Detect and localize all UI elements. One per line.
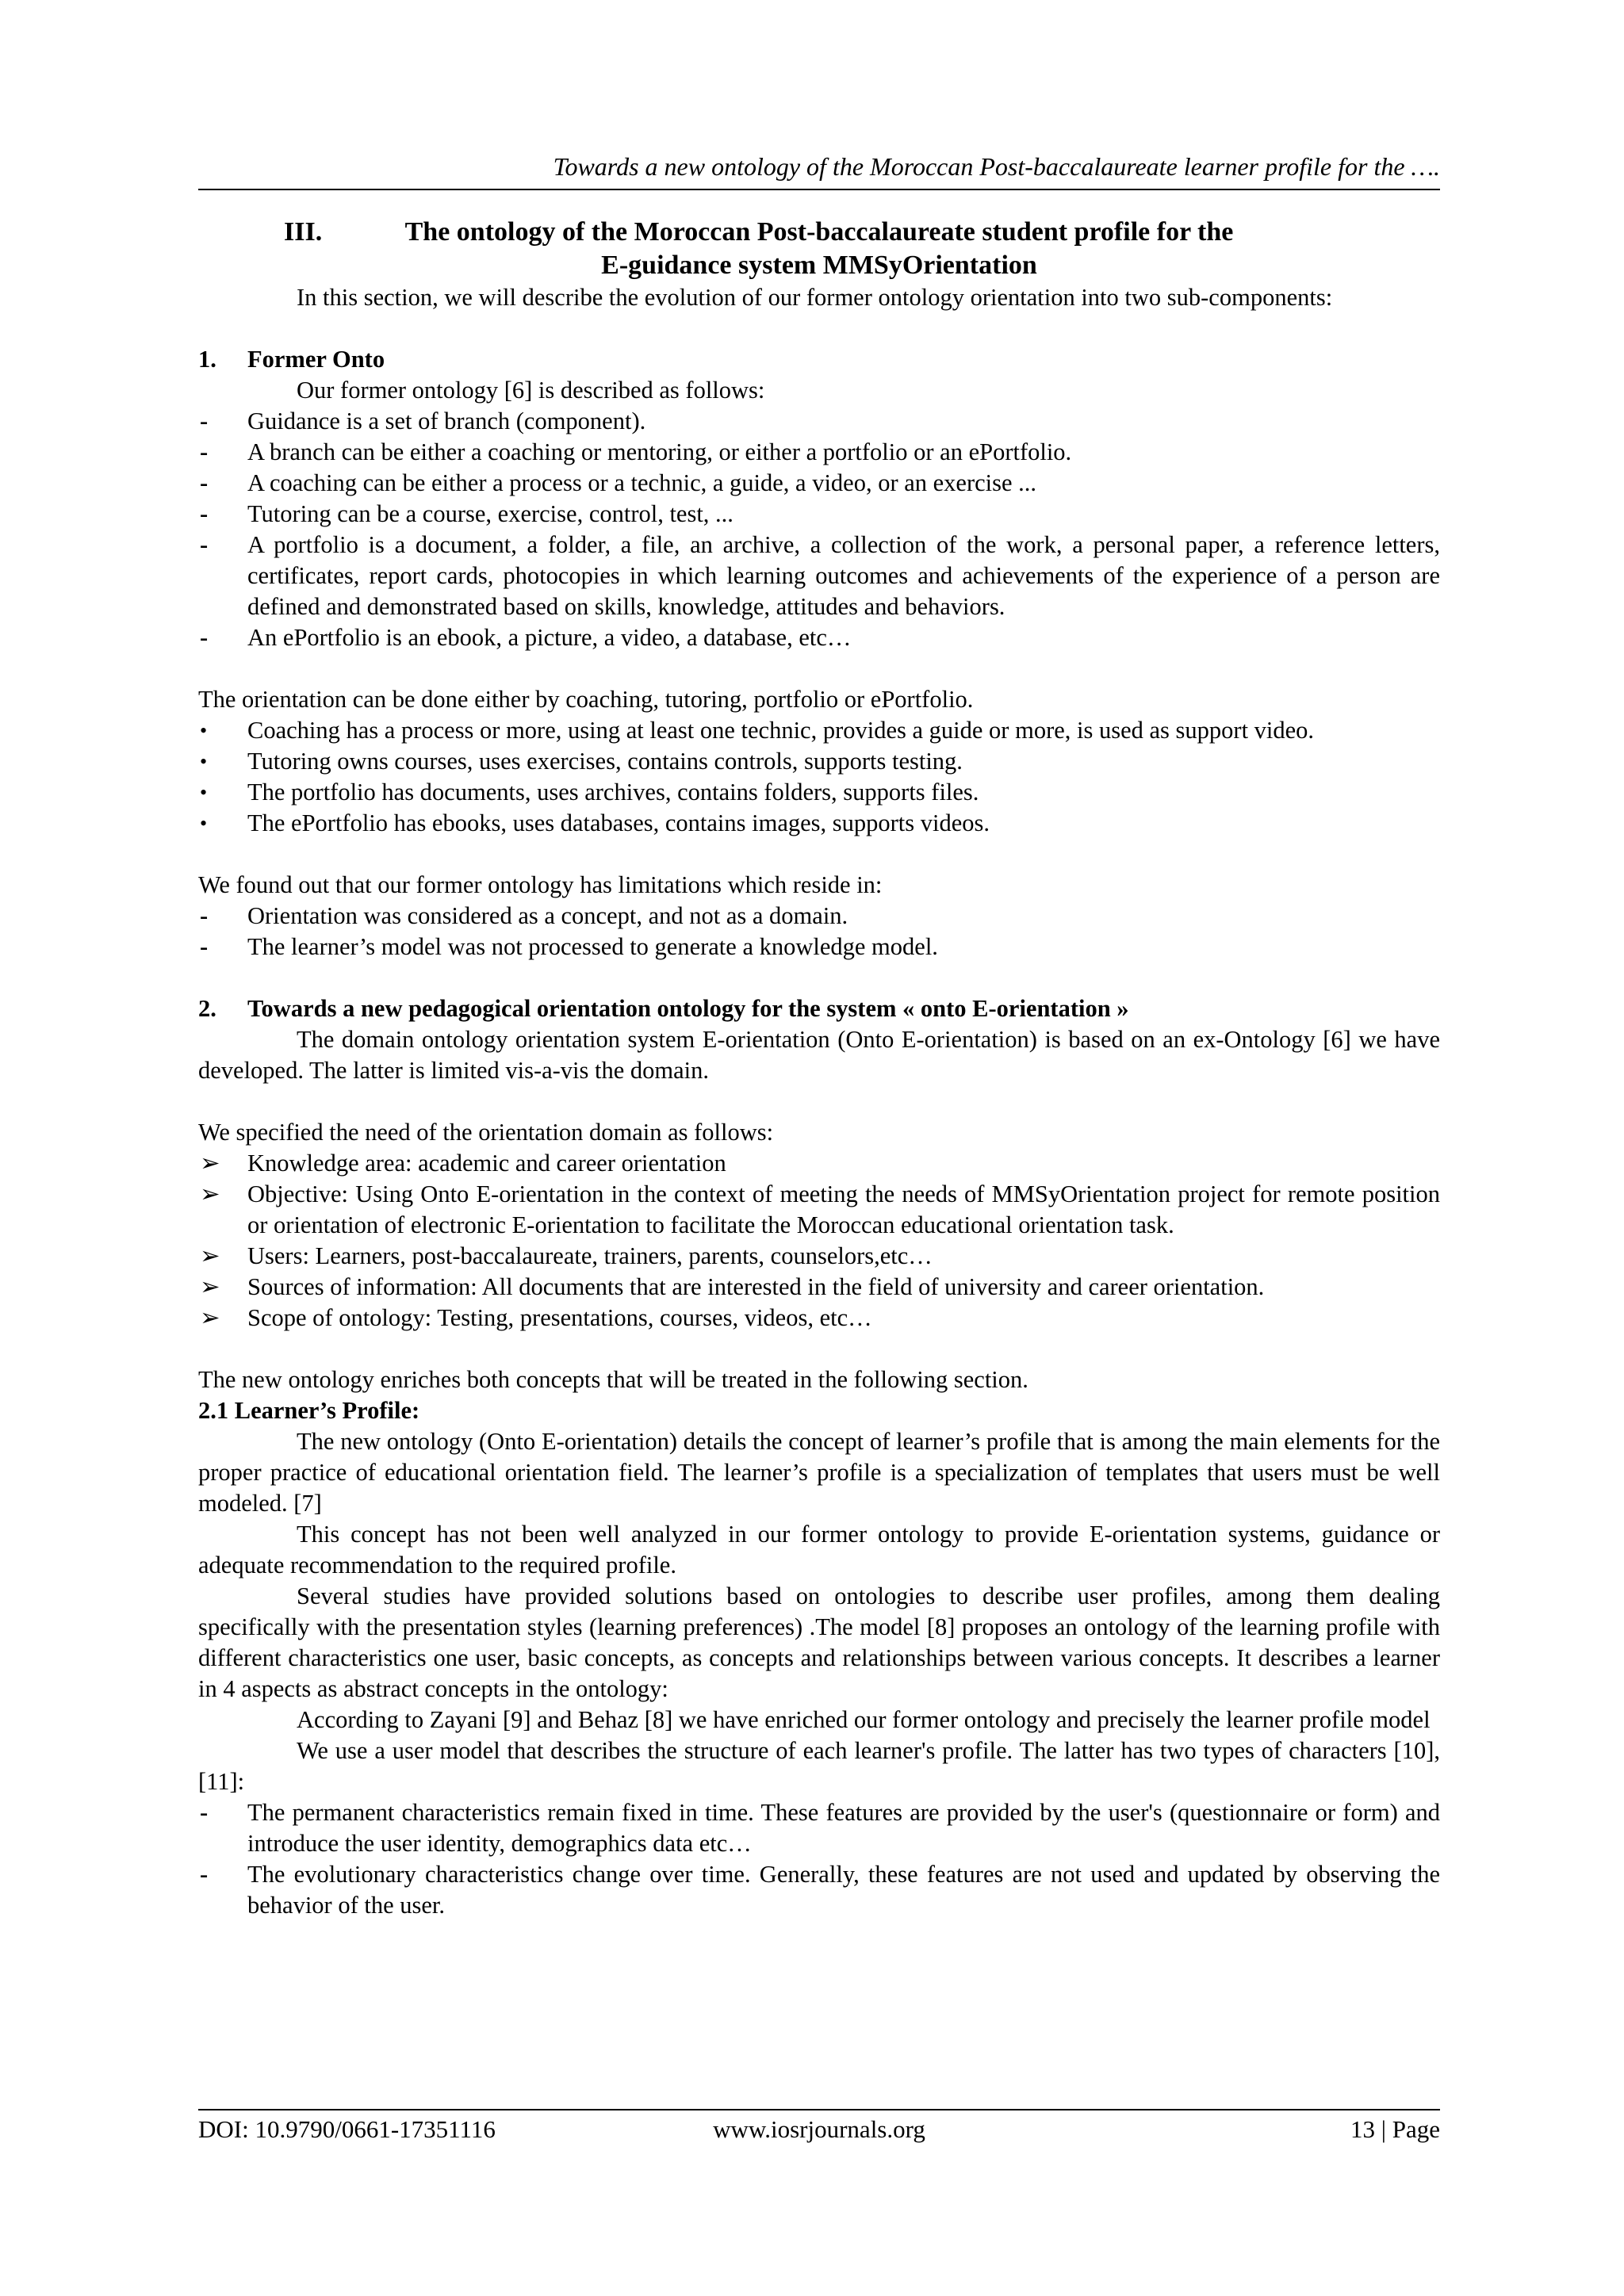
dash-marker: -	[200, 500, 209, 527]
arrow-bullet-icon: ➢	[200, 1181, 220, 1207]
list-item: - A coaching can be either a process or a technic, a guide, a video, or an exercise ...	[198, 468, 1440, 499]
list-item: - The evolutionary characteristics change over time. Generally, these features are not used and updated by observing the behavior of the user.	[200, 1861, 1440, 1919]
running-header: Towards a new ontology of the Moroccan Post-baccalaureate learner profile for the ….	[553, 152, 1440, 181]
arrow-item: ➢ Knowledge area: academic and career orientation	[198, 1148, 1440, 1179]
document-page	[198, 151, 1440, 1921]
need-intro: We specified the need of the orientation domain as follows:	[198, 1119, 774, 1146]
subsection-2-title: Towards a new pedagogical orientation ontology for the system « onto E-orientation »	[247, 995, 1129, 1022]
dash-marker: -	[200, 624, 209, 651]
list-item: - A portfolio is a document, a folder, a file, an archive, a collection of the work, a personal paper, a reference letters, certificates, report cards, photocopies in which learning outcomes and achievements of the experience of a person are defined and demonstrated based on skills, knowledge, attitudes and behaviors.	[200, 531, 1440, 620]
arrow-item: ➢ Objective: Using Onto E-orientation in the context of meeting the needs of MMSyOrientation project for remote position or orientation of electronic E-orientation to facilitate the Moroccan educational orientation task.	[200, 1181, 1440, 1238]
section-title	[198, 216, 1440, 282]
list-item: - Orientation was considered as a concept, and not as a domain.	[198, 901, 1440, 932]
section-title-line1: The ontology of the Moroccan Post-baccalaureate student profile for the	[404, 217, 1234, 247]
dash-marker: -	[200, 408, 209, 434]
arrow-item: ➢ Sources of information: All documents that are interested in the field of university and career orientation.	[198, 1272, 1440, 1303]
bullet-icon: •	[200, 781, 208, 804]
dash-marker: -	[200, 531, 209, 558]
footer-doi: DOI: 10.9790/0661-17351116	[198, 2115, 496, 2143]
dash-marker: -	[200, 1799, 209, 1826]
subsection-1-title: Former Onto	[247, 346, 385, 373]
dash-marker: -	[200, 469, 209, 496]
enrich-paragraph: The new ontology enriches both concepts that will be treated in the following section.	[198, 1366, 1028, 1393]
footer-rule	[198, 2109, 1440, 2110]
list-item: - Guidance is a set of branch (component).	[198, 406, 1440, 437]
section-intro: In this section, we will describe the evolution of our former ontology orientation into two sub-components:	[297, 284, 1333, 311]
header-rule	[198, 189, 1440, 190]
limitations-intro: We found out that our former ontology has limitations which reside in:	[198, 871, 883, 898]
paragraph: According to Zayani [9] and Behaz [8] we have enriched our former ontology and precisely the learner profile model	[297, 1706, 1431, 1733]
dash-marker: -	[200, 438, 209, 465]
paragraph: The new ontology (Onto E-orientation) details the concept of learner’s profile that is among the main elements for the proper practice of educational orientation field. The learner’s profile is a specialization of templates that users must be well modeled. [7]	[198, 1428, 1440, 1517]
list-item: - An ePortfolio is an ebook, a picture, a video, a database, etc…	[198, 622, 1440, 653]
subsection-2-intro: The domain ontology orientation system E-orientation (Onto E-orientation) is based on an ex-Ontology [6] we have developed. The latter is limited vis-a-vis the domain.	[198, 1026, 1440, 1084]
arrow-bullet-icon: ➢	[200, 1150, 220, 1177]
subsection-1-number: 1.	[198, 346, 216, 373]
bullet-icon: •	[200, 750, 208, 773]
bullet-item: • Tutoring owns courses, uses exercises, contains controls, supports testing.	[198, 746, 1440, 777]
bullet-item: • Coaching has a process or more, using at least one technic, provides a guide or more, is used as support video.	[198, 715, 1440, 746]
subsection-2-heading	[198, 993, 1440, 1024]
arrow-bullet-icon: ➢	[200, 1242, 220, 1269]
arrow-item: ➢ Scope of ontology: Testing, presentations, courses, videos, etc…	[198, 1303, 1440, 1334]
section-number: III.	[284, 217, 323, 247]
footer-site-link[interactable]: www.iosrjournals.org	[713, 2115, 925, 2143]
list-item: - The learner’s model was not processed to generate a knowledge model.	[198, 932, 1440, 962]
subsection-1-intro: Our former ontology [6] is described as follows:	[297, 377, 765, 404]
list-item: - A branch can be either a coaching or mentoring, or either a portfolio or an ePortfolio.	[198, 437, 1440, 468]
list-item: - The permanent characteristics remain fixed in time. These features are provided by the user's (questionnaire or form) and introduce the user identity, demographics data etc…	[200, 1799, 1440, 1857]
page-footer	[198, 2114, 1440, 2145]
dash-marker: -	[200, 902, 209, 929]
arrow-bullet-icon: ➢	[200, 1273, 220, 1300]
subsection-1-heading	[198, 344, 1440, 375]
arrow-bullet-icon: ➢	[200, 1304, 220, 1331]
bullet-icon: •	[200, 719, 208, 742]
footer-page-number: 13 | Page	[1350, 2115, 1440, 2143]
paragraph: This concept has not been well analyzed in our former ontology to provide E-orientation systems, guidance or adequate recommendation to the required profile.	[198, 1521, 1440, 1578]
dash-marker: -	[200, 1861, 209, 1888]
arrow-item: ➢ Users: Learners, post-baccalaureate, trainers, parents, counselors,etc…	[198, 1241, 1440, 1272]
list-item: - Tutoring can be a course, exercise, control, test, ...	[198, 499, 1440, 530]
subsection-2-number: 2.	[198, 995, 216, 1022]
dash-marker: -	[200, 933, 209, 960]
orientation-paragraph: The orientation can be done either by coaching, tutoring, portfolio or ePortfolio.	[198, 686, 974, 713]
section-title-line2: E-guidance system MMSyOrientation	[601, 251, 1037, 280]
bullet-item: • The ePortfolio has ebooks, uses databases, contains images, supports videos.	[198, 808, 1440, 839]
bullet-item: • The portfolio has documents, uses archives, contains folders, supports files.	[198, 777, 1440, 808]
subsection-2-1-heading: 2.1 Learner’s Profile:	[198, 1397, 420, 1424]
paragraph: Several studies have provided solutions based on ontologies to describe user profiles, among them dealing specifically with the presentation styles (learning preferences) .The model [8] proposes an ontology of the learning profile with different characteristics one user, basic concepts, as concepts and relationships between various concepts. It describes a learner in 4 aspects as abstract concepts in the ontology:	[198, 1582, 1440, 1702]
bullet-icon: •	[200, 812, 208, 835]
paragraph: We use a user model that describes the structure of each learner's profile. The latter has two types of characters [10], [11]:	[198, 1737, 1440, 1795]
